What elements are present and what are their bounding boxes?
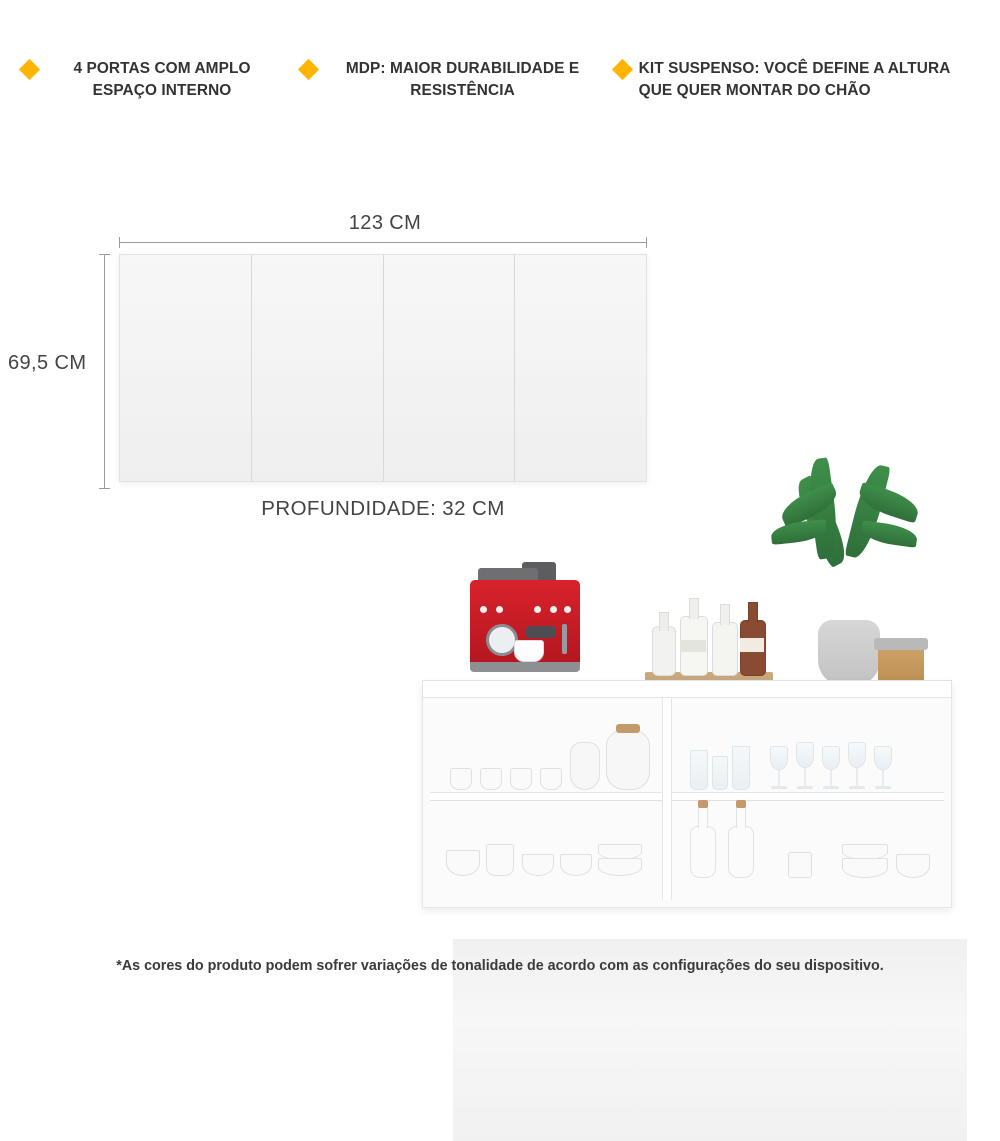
- liquor-bottle-label: [680, 640, 706, 652]
- feature-label: MDP: MAIOR DURABILIDADE E RESISTÊNCIA: [345, 60, 580, 100]
- sideboard-divider: [662, 698, 672, 900]
- wine-glass-bowl: [796, 742, 814, 768]
- coffee-knob: [496, 606, 503, 613]
- ceramic-cup: [480, 768, 502, 790]
- feature-list: [0, 0, 1000, 103]
- ceramic-cup: [540, 768, 562, 790]
- dimension-height-line: [104, 254, 105, 489]
- ceramic-bowl: [560, 854, 592, 876]
- liquor-bottle-neck: [659, 612, 669, 631]
- liquor-bottle: [712, 622, 738, 676]
- liquor-bottle-neck: [720, 604, 730, 625]
- ceramic-jar-large: [606, 730, 650, 790]
- plant-leaf: [860, 520, 918, 548]
- diamond-icon: [612, 59, 633, 80]
- feature-item-suspended-kit: [615, 58, 986, 103]
- coffee-knob: [480, 606, 487, 613]
- diamond-icon: [297, 59, 318, 80]
- ceramic-bottle-neck: [698, 806, 708, 828]
- ceramic-bowl: [522, 854, 554, 876]
- feature-item-doors: [14, 58, 301, 103]
- water-glass: [712, 756, 728, 790]
- diamond-icon: [19, 59, 40, 80]
- wine-glass-bowl: [822, 746, 840, 770]
- small-pot-rim: [874, 638, 928, 650]
- wine-glass-stem: [804, 768, 806, 786]
- ceramic-bottle-neck: [736, 806, 746, 828]
- bottle-cork: [698, 800, 708, 808]
- ceramic-jar: [570, 742, 600, 790]
- wine-glass-stem: [830, 770, 832, 786]
- cabinet-door: [120, 255, 252, 481]
- feature-item-material: [301, 58, 615, 103]
- bottle-cork: [736, 800, 746, 808]
- disclaimer-note: *As cores do produto podem sofrer variações de tonalidade de acordo com as configurações do seu dispositivo.: [116, 958, 884, 974]
- stacked-plate: [598, 858, 642, 876]
- wine-glass-bowl: [848, 742, 866, 768]
- wine-glass-bowl: [770, 746, 788, 770]
- wine-glass-base: [823, 786, 839, 789]
- ceramic-cup: [510, 768, 532, 790]
- feature-label: 4 PORTAS COM AMPLO ESPAÇO INTERNO: [73, 60, 251, 100]
- coffee-machine-illustration: [470, 562, 580, 680]
- sideboard-shelf: [430, 792, 944, 801]
- liquor-bottle-neck: [689, 598, 699, 619]
- stacked-bowl: [842, 858, 888, 878]
- ceramic-mug: [486, 844, 514, 876]
- dimension-width-label: 123 CM: [348, 212, 422, 234]
- jar-lid: [616, 724, 640, 733]
- wine-glass-stem: [856, 768, 858, 786]
- water-glass: [690, 750, 708, 790]
- cabinet-door: [252, 255, 384, 481]
- wine-glass-stem: [882, 770, 884, 786]
- ceramic-cup: [450, 768, 472, 790]
- dimension-width-line: [119, 242, 647, 243]
- sideboard-top-panel: [422, 680, 952, 698]
- wine-glass-base: [875, 786, 891, 789]
- plant-pot: [818, 620, 880, 686]
- wine-glass-stem: [778, 770, 780, 786]
- water-glass: [732, 746, 750, 790]
- ceramic-bottle: [690, 826, 716, 878]
- coffee-knob: [534, 606, 541, 613]
- wine-glass-base: [771, 786, 787, 789]
- wine-glass-base: [849, 786, 865, 789]
- ceramic-bowl: [896, 854, 930, 878]
- ceramic-canister: [788, 852, 812, 878]
- wine-glass-bowl: [874, 746, 892, 770]
- coffee-group-head: [526, 626, 556, 638]
- ceramic-bottle: [728, 826, 754, 878]
- coffee-knob: [550, 606, 557, 613]
- dimension-height-label: 69,5 CM: [8, 352, 87, 374]
- liquor-bottle-label: [740, 638, 764, 652]
- product-scene: [400, 440, 1000, 940]
- dimension-depth-label: PROFUNDIDADE: 32 CM: [261, 497, 505, 520]
- wine-glass-base: [797, 786, 813, 789]
- ceramic-bowl: [446, 850, 480, 876]
- feature-label: KIT SUSPENSO: VOCÊ DEFINE A ALTURA QUE QUER MONTAR DO CHÃO: [638, 60, 950, 100]
- liquor-bottle: [652, 626, 676, 676]
- coffee-drip-tray: [470, 662, 580, 672]
- coffee-steam-wand: [562, 624, 567, 654]
- coffee-knob: [564, 606, 571, 613]
- liquor-bottle-neck: [748, 602, 758, 623]
- coffee-cup: [514, 640, 544, 662]
